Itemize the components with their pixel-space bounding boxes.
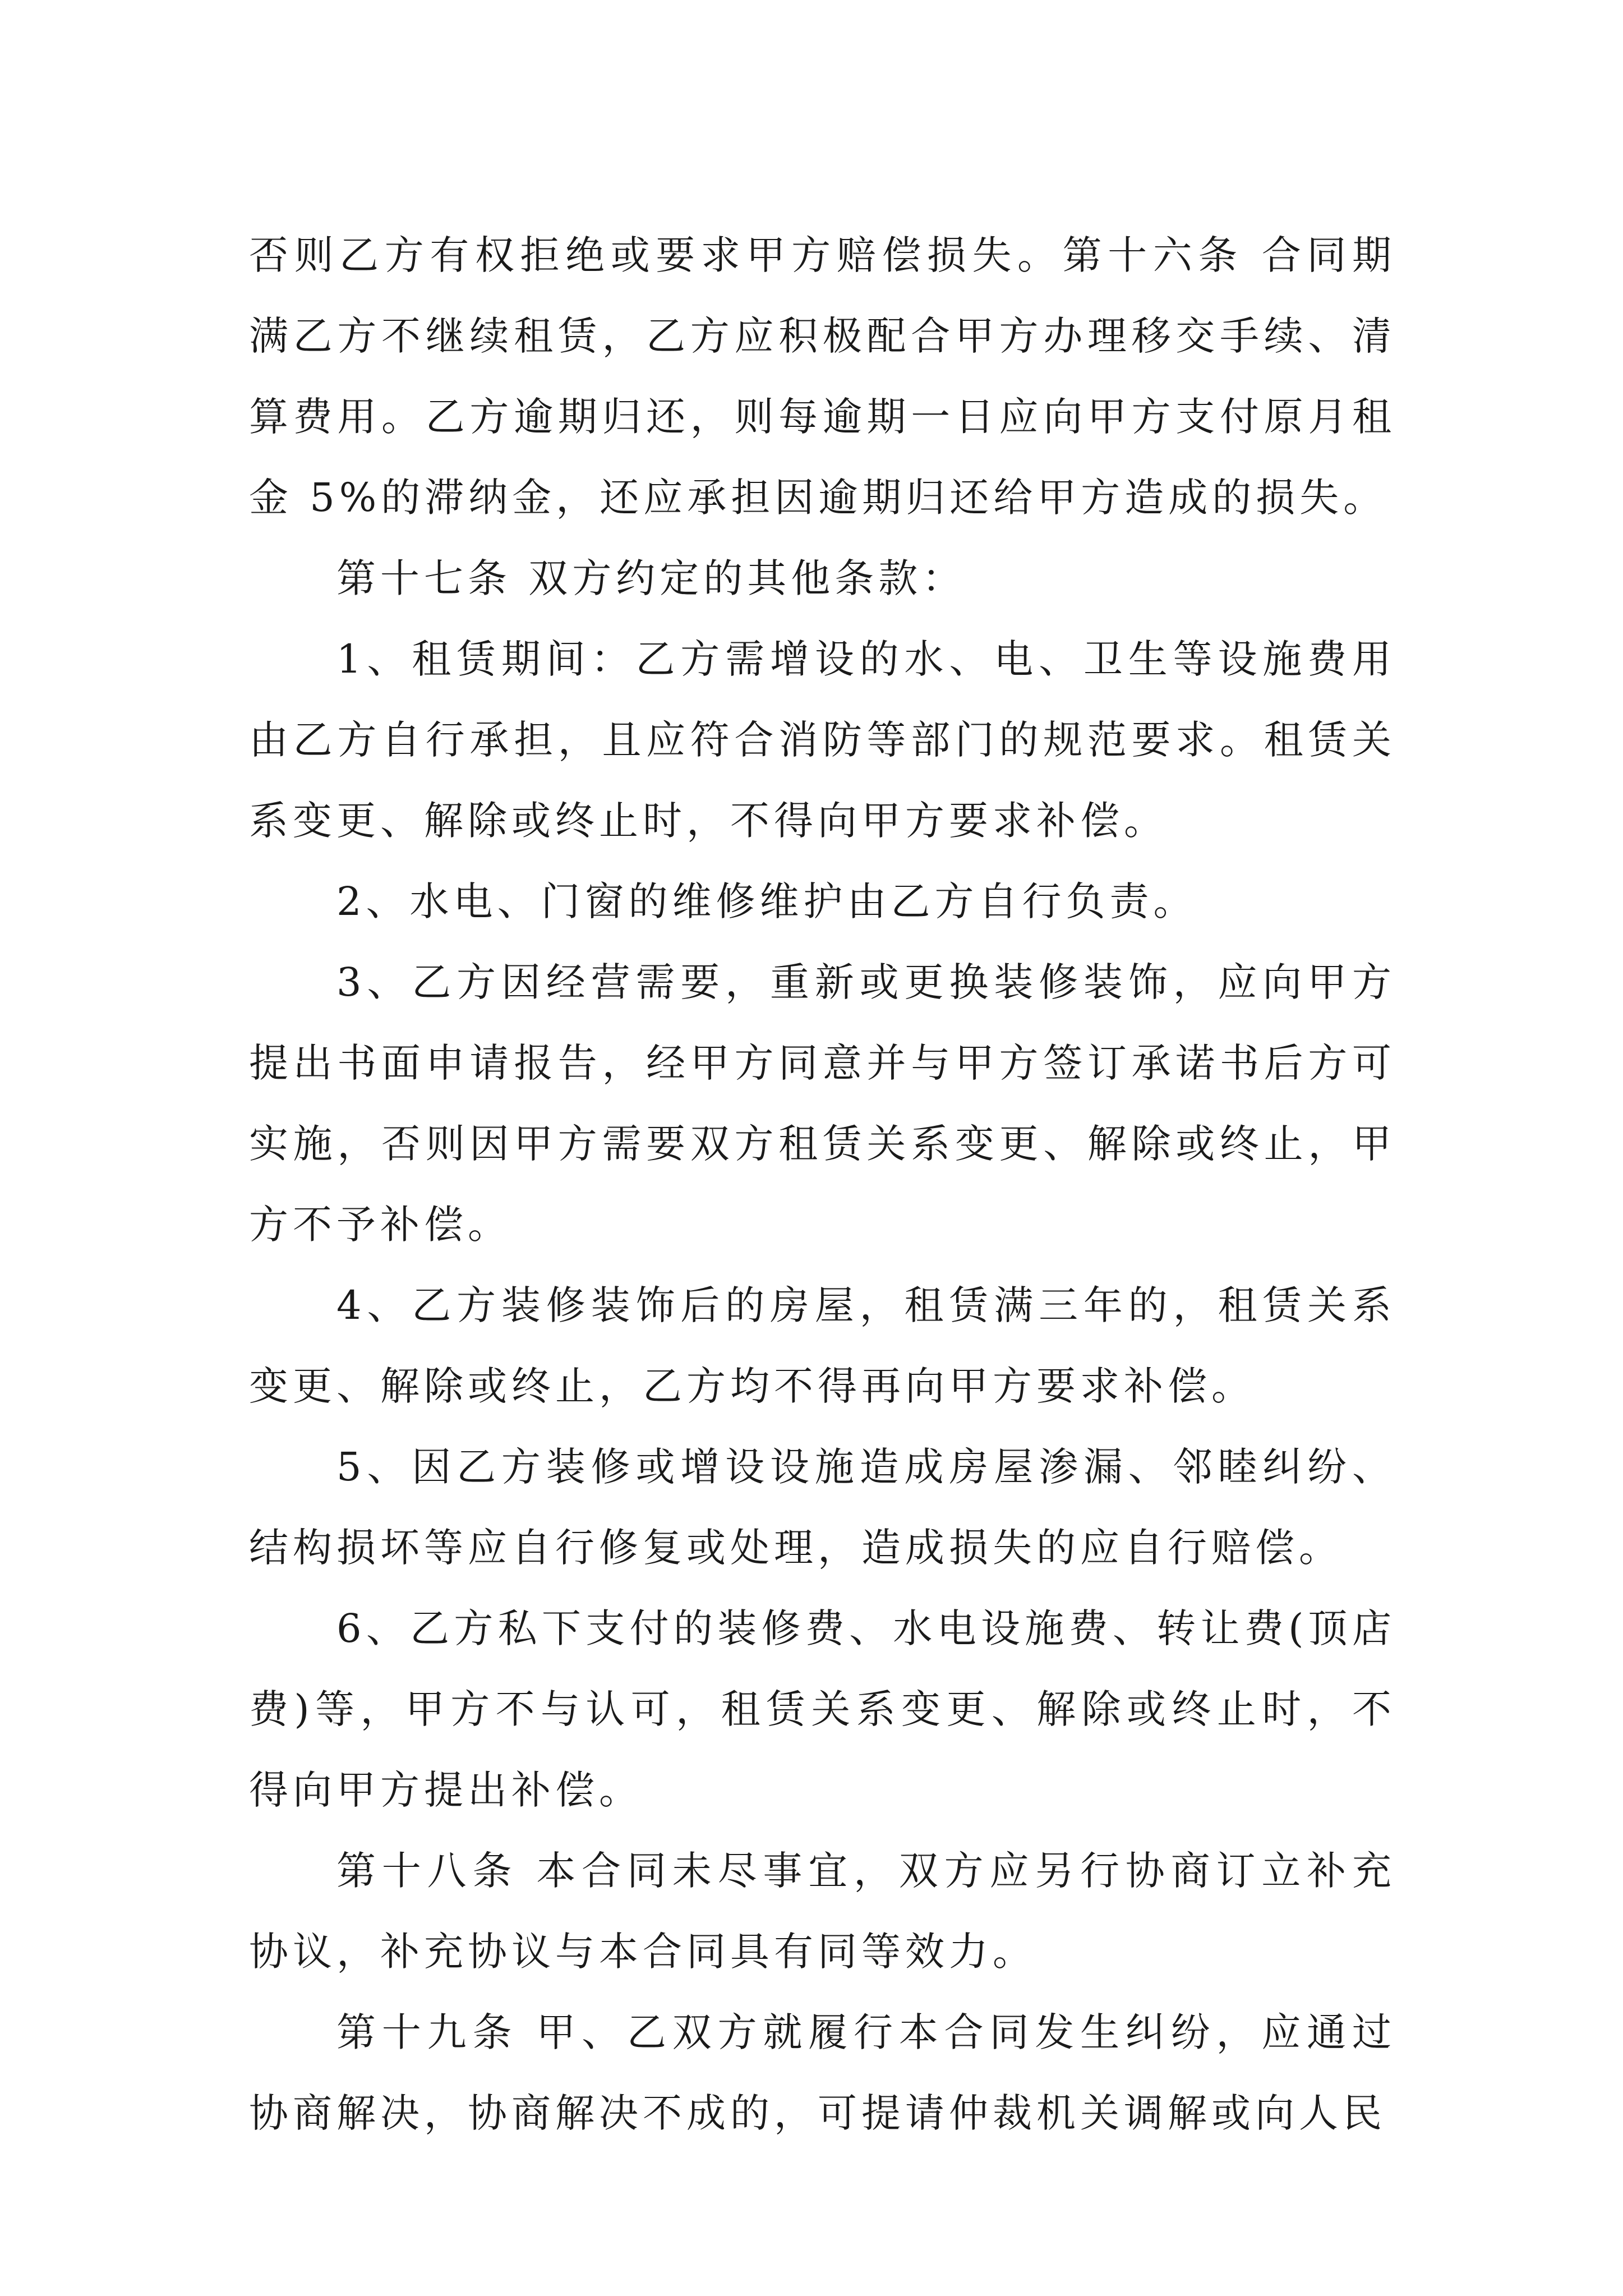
paragraph-clause-17-item-3: 3、乙方因经营需要，重新或更换装修装饰，应向甲方提出书面申请报告，经甲方同意并与甲方签订承诺书后方可实施，否则因甲方需要双方租赁关系变更、解除或终止，甲方不予补偿。 [249,959,1396,1248]
paragraph-clause-17-item-1: 1、租赁期间：乙方需增设的水、电、卫生等设施费用由乙方自行承担，且应符合消防等部门的规范要求。租赁关系变更、解除或终止时，不得向甲方要求补偿。 [249,636,1396,844]
paragraph-clause-16-continued: 否则乙方有权拒绝或要求甲方赔偿损失。第十六条 合同期满乙方不继续租赁，乙方应积极配合甲方办理移交手续、清算费用。乙方逾期归还，则每逾期一日应向甲方支付原月租金 5%的滞纳金，还应承担因逾期归还给甲方造成的损失。 [249,232,1396,521]
paragraph-clause-19: 第十九条 甲、乙双方就履行本合同发生纠纷，应通过协商解决，协商解决不成的，可提请仲裁机关调解或向人民 [249,2009,1396,2136]
paragraph-clause-18: 第十八条 本合同未尽事宜，双方应另行协商订立补充协议，补充协议与本合同具有同等效力。 [249,1848,1396,1975]
paragraph-clause-17-item-5: 5、因乙方装修或增设设施造成房屋渗漏、邻睦纠纷、结构损坏等应自行修复或处理，造成损失的应自行赔偿。 [249,1444,1396,1571]
paragraph-clause-17-item-4: 4、乙方装修装饰后的房屋，租赁满三年的，租赁关系变更、解除或终止，乙方均不得再向甲方要求补偿。 [249,1282,1396,1409]
paragraph-clause-17-heading: 第十七条 双方约定的其他条款： [336,555,966,601]
paragraph-clause-17-item-2: 2、水电、门窗的维修维护由乙方自行负责。 [336,878,1197,924]
paragraph-clause-17-item-6: 6、乙方私下支付的装修费、水电设施费、转让费(顶店费)等，甲方不与认可，租赁关系变更、解除或终止时，不得向甲方提出补偿。 [249,1605,1396,1813]
document-body [249,215,1396,2154]
